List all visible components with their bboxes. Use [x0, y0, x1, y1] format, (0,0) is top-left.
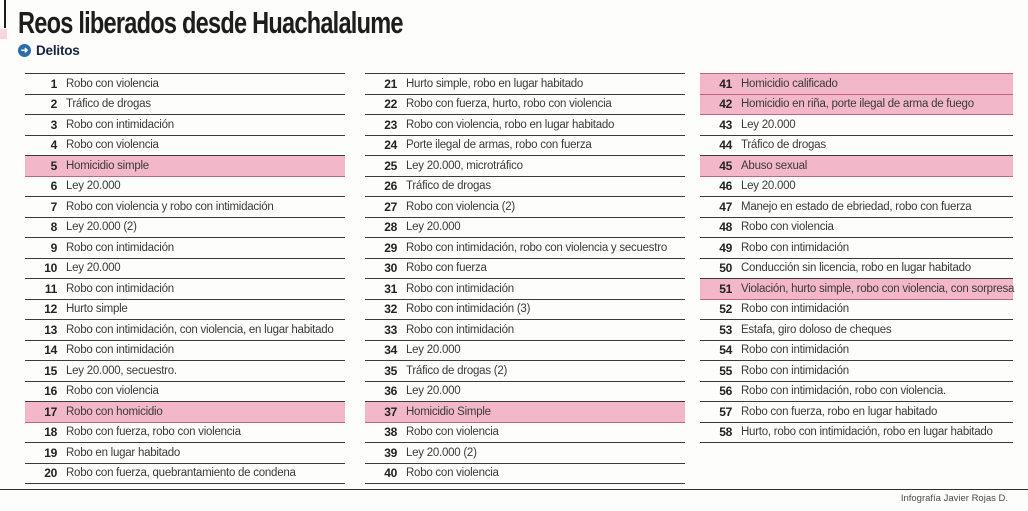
delito-row: [365, 464, 685, 485]
delito-row: [25, 279, 345, 300]
delito-number: 44: [719, 138, 732, 153]
delito-number: 6: [50, 179, 57, 194]
delito-row: [700, 382, 1013, 403]
delito-row: [700, 115, 1013, 136]
delito-number: 28: [384, 220, 397, 235]
delito-text: Robo con intimidación, robo con violencia y secuestro: [406, 241, 667, 254]
header: [18, 6, 524, 58]
delito-row: [365, 136, 685, 157]
delito-number: 25: [384, 158, 397, 173]
delito-row: [25, 464, 345, 485]
delito-text: Robo con intimidación: [66, 282, 174, 295]
page-edge-mark: [4, 0, 6, 28]
delito-number: 7: [50, 199, 57, 214]
delito-text: Homicidio en riña, porte ilegal de arma de fuego: [741, 98, 974, 111]
delito-text: Robo con intimidación: [66, 118, 174, 131]
delito-number: 52: [719, 302, 732, 317]
delito-text: Ley 20.000: [741, 118, 796, 131]
delito-text: Tráfico de drogas (2): [406, 364, 508, 377]
delito-text: Estafa, giro doloso de cheques: [741, 323, 892, 336]
page-title: Reos liberados desde Huachalalume: [18, 5, 403, 40]
delito-row: [365, 115, 685, 136]
delito-row: [365, 402, 685, 423]
delito-row: [365, 74, 685, 95]
delito-row: [25, 115, 345, 136]
delito-row: [25, 136, 345, 157]
delito-text: Ley 20.000: [66, 180, 121, 193]
delito-number: 36: [384, 384, 397, 399]
delito-row: [365, 443, 685, 464]
delito-row: [700, 218, 1013, 239]
delito-row: [25, 361, 345, 382]
delito-row: [700, 238, 1013, 259]
delito-row: [700, 259, 1013, 280]
delito-number: 10: [44, 261, 57, 276]
delito-text: Tráfico de drogas: [741, 139, 826, 152]
delito-row: [25, 443, 345, 464]
delito-text: Robo con fuerza, robo con violencia: [66, 426, 241, 439]
delito-number: 3: [50, 117, 57, 132]
delito-number: 16: [44, 384, 57, 399]
delito-text: Robo en lugar habitado: [66, 446, 181, 459]
circle-arrow-right-icon: ➜: [18, 44, 31, 57]
delito-number: 12: [44, 302, 57, 317]
delito-text: Manejo en estado de ebriedad, robo con fuerza: [741, 200, 972, 213]
delito-row: [365, 300, 685, 321]
delito-row: [25, 95, 345, 116]
delito-number: 8: [50, 220, 57, 235]
delito-row: [365, 320, 685, 341]
delito-text: Robo con intimidación: [66, 344, 174, 357]
delito-number: 43: [719, 117, 732, 132]
delito-text: Hurto, robo con intimidación, robo en lugar habitado: [741, 426, 993, 439]
delito-row: [700, 136, 1013, 157]
delito-row: [25, 382, 345, 403]
delito-number: 39: [384, 445, 397, 460]
delito-row: [25, 177, 345, 198]
delito-number: 51: [719, 281, 732, 296]
delito-number: 47: [719, 199, 732, 214]
delito-number: 5: [50, 158, 57, 173]
delito-number: 31: [384, 281, 397, 296]
delito-row: [365, 259, 685, 280]
delito-text: Robo con fuerza, hurto, robo con violencia: [406, 98, 612, 111]
delito-text: Hurto simple, robo en lugar habitado: [406, 77, 584, 90]
delito-row: [25, 197, 345, 218]
delitos-column-2: [365, 73, 685, 484]
delito-text: Robo con intimidación (3): [406, 303, 531, 316]
delito-number: 32: [384, 302, 397, 317]
credit-text: Infografía Javier Rojas D.: [900, 493, 1008, 504]
delito-text: Ley 20.000: [66, 262, 121, 275]
delito-text: Robo con violencia: [66, 385, 159, 398]
delito-row: [25, 218, 345, 239]
delito-text: Tráfico de drogas: [66, 98, 151, 111]
delito-row: [25, 341, 345, 362]
delito-row: [365, 218, 685, 239]
delito-number: 55: [719, 363, 732, 378]
section-header: [18, 43, 524, 58]
delito-text: Robo con fuerza, quebrantamiento de condena: [66, 467, 296, 480]
delitos-list: [25, 73, 1013, 484]
delito-text: Robo con violencia: [741, 221, 834, 234]
delito-text: Robo con intimidación: [406, 323, 514, 336]
delito-number: 33: [384, 322, 397, 337]
delito-number: 46: [719, 179, 732, 194]
delito-number: 24: [384, 138, 397, 153]
delito-text: Robo con homicidio: [66, 405, 163, 418]
delitos-column-1: [25, 73, 345, 484]
delito-number: 9: [50, 240, 57, 255]
delito-number: 56: [719, 384, 732, 399]
delito-row: [700, 177, 1013, 198]
delito-number: 50: [719, 261, 732, 276]
delito-row: [365, 156, 685, 177]
delito-text: Robo con violencia: [406, 467, 499, 480]
delito-number: 41: [719, 76, 732, 91]
section-label: Delitos: [36, 43, 80, 58]
delito-number: 1: [50, 76, 57, 91]
delito-number: 48: [719, 220, 732, 235]
delito-row: [365, 341, 685, 362]
delito-row: [700, 402, 1013, 423]
delito-number: 2: [50, 97, 57, 112]
delito-number: 17: [44, 404, 57, 419]
delito-text: Ley 20.000: [741, 180, 796, 193]
delito-text: Tráfico de drogas: [406, 180, 491, 193]
delito-row: [25, 259, 345, 280]
delito-row: [25, 423, 345, 444]
delito-number: 23: [384, 117, 397, 132]
delito-text: Ley 20.000: [406, 344, 461, 357]
delito-number: 18: [44, 425, 57, 440]
delito-text: Robo con fuerza, robo en lugar habitado: [741, 405, 938, 418]
delito-text: Hurto simple: [66, 303, 128, 316]
delito-text: Robo con intimidación: [66, 241, 174, 254]
delito-row: [25, 74, 345, 95]
delito-number: 11: [44, 281, 57, 296]
delito-text: Robo con intimidación: [741, 241, 849, 254]
delito-number: 53: [719, 322, 732, 337]
delito-number: 22: [384, 97, 397, 112]
delito-number: 15: [44, 363, 57, 378]
delito-row: [25, 156, 345, 177]
delito-text: Robo con intimidación, con violencia, en lugar habitado: [66, 323, 334, 336]
delito-row: [365, 382, 685, 403]
delito-row: [365, 279, 685, 300]
delito-row: [700, 197, 1013, 218]
delito-text: Abuso sexual: [741, 159, 808, 172]
delito-text: Robo con intimidación: [741, 364, 849, 377]
footer-divider: [0, 489, 1028, 490]
delito-number: 57: [719, 404, 732, 419]
delito-text: Ley 20.000 (2): [406, 446, 477, 459]
delito-text: Ley 20.000 (2): [66, 221, 137, 234]
delito-row: [700, 320, 1013, 341]
delito-row: [25, 238, 345, 259]
delito-number: 13: [44, 322, 57, 337]
delito-text: Robo con violencia (2): [406, 200, 515, 213]
page-edge-smudge: [0, 29, 7, 39]
delito-number: 27: [384, 199, 397, 214]
delito-number: 35: [384, 363, 397, 378]
delito-text: Ley 20.000, secuestro.: [66, 364, 177, 377]
delito-row: [700, 361, 1013, 382]
delito-row: [700, 300, 1013, 321]
delito-text: Robo con violencia: [406, 426, 499, 439]
delito-row: [700, 95, 1013, 116]
delito-row: [25, 402, 345, 423]
delito-text: Robo con fuerza: [406, 262, 487, 275]
delito-text: Ley 20.000: [406, 385, 461, 398]
delito-number: 58: [719, 425, 732, 440]
delito-text: Robo con violencia: [66, 139, 159, 152]
delito-text: Robo con intimidación: [741, 344, 849, 357]
delito-row: [700, 74, 1013, 95]
delito-row: [700, 341, 1013, 362]
delito-number: 19: [44, 445, 57, 460]
delito-number: 42: [719, 97, 732, 112]
delito-number: 26: [384, 179, 397, 194]
delito-number: 20: [44, 466, 57, 481]
delito-number: 14: [44, 343, 57, 358]
delito-text: Robo con intimidación, robo con violencia.: [741, 385, 946, 398]
delito-text: Porte ilegal de armas, robo con fuerza: [406, 139, 592, 152]
delito-number: 40: [384, 466, 397, 481]
delitos-column-3: [700, 73, 1013, 484]
delito-number: 54: [719, 343, 732, 358]
delito-number: 37: [384, 404, 397, 419]
delito-row: [365, 423, 685, 444]
delito-text: Robo con intimidación: [406, 282, 514, 295]
delito-text: Homicidio calificado: [741, 77, 838, 90]
delito-row: [365, 197, 685, 218]
delito-number: 4: [50, 138, 57, 153]
delito-row: [365, 361, 685, 382]
delito-number: 45: [719, 158, 732, 173]
delito-text: Homicidio Simple: [406, 405, 491, 418]
delito-text: Robo con violencia, robo en lugar habitado: [406, 118, 615, 131]
delito-row: [700, 279, 1013, 300]
delito-row: [365, 95, 685, 116]
delito-row: [365, 177, 685, 198]
delito-text: Conducción sin licencia, robo en lugar habitado: [741, 262, 971, 275]
delito-number: 29: [384, 240, 397, 255]
delito-row: [365, 238, 685, 259]
delito-text: Homicidio simple: [66, 159, 149, 172]
delito-number: 21: [384, 76, 397, 91]
delito-text: Robo con violencia: [66, 77, 159, 90]
delito-number: 30: [384, 261, 397, 276]
delito-row: [700, 423, 1013, 444]
delito-number: 49: [719, 240, 732, 255]
delito-text: Ley 20.000: [406, 221, 461, 234]
delito-text: Violación, hurto simple, robo con violencia, con sorpresa: [741, 282, 1015, 295]
delito-text: Ley 20.000, microtráfico: [406, 159, 523, 172]
delito-number: 38: [384, 425, 397, 440]
delito-text: Robo con violencia y robo con intimidación: [66, 200, 274, 213]
delito-text: Robo con intimidación: [741, 303, 849, 316]
delito-row: [25, 320, 345, 341]
delito-row: [25, 300, 345, 321]
delito-number: 34: [384, 343, 397, 358]
delito-row: [700, 156, 1013, 177]
